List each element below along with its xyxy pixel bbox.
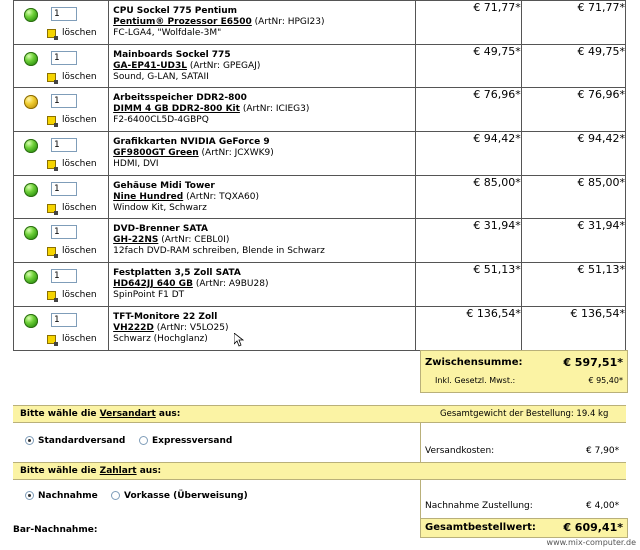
product-cell	[109, 175, 416, 219]
product-category: Grafikkarten NVIDIA GeForce 9	[113, 137, 270, 148]
standard-shipping-radio[interactable]	[25, 436, 34, 445]
quantity-input[interactable]	[51, 94, 77, 108]
product-details: 12fach DVD-RAM schreiben, Blende in Schwarz	[113, 246, 325, 257]
quantity-input[interactable]	[51, 225, 77, 239]
unit-price: € 94,42*	[415, 132, 521, 176]
delete-link[interactable]: löschen	[62, 28, 97, 38]
unit-price: € 136,54*	[415, 306, 521, 350]
product-cell	[109, 132, 416, 176]
line-total: € 49,75*	[521, 44, 625, 88]
cart-row	[14, 219, 626, 263]
delete-icon[interactable]	[47, 335, 56, 344]
cart-control-cell	[14, 219, 109, 263]
line-total: € 71,77*	[521, 1, 625, 45]
vat-value: € 95,40*	[588, 376, 623, 385]
shipping-header	[13, 405, 626, 423]
article-number: (ArtNr: HPGI23)	[254, 17, 325, 27]
product-name-link[interactable]: GH-22NS	[113, 235, 159, 246]
product-details: HDMI, DVI	[113, 159, 159, 170]
delete-icon[interactable]	[47, 247, 56, 256]
product-details: Sound, G-LAN, SATAII	[113, 71, 209, 82]
vat-label: Inkl. Gesetzl. Mwst.:	[435, 376, 516, 385]
subtotal-box	[420, 350, 628, 393]
product-name-link[interactable]: VH222D	[113, 322, 154, 333]
delete-link[interactable]: löschen	[62, 290, 97, 301]
cod-fee-value: € 4,00*	[586, 501, 620, 511]
product-category: Mainboards Sockel 775	[113, 49, 231, 60]
cart-row	[14, 175, 626, 219]
delete-icon[interactable]	[47, 116, 56, 125]
line-total: € 76,96*	[521, 88, 625, 132]
availability-icon	[24, 270, 38, 284]
availability-icon	[24, 139, 38, 153]
express-shipping-label[interactable]: Expressversand	[152, 436, 233, 446]
product-name-link[interactable]: HD642JJ 640 GB	[113, 279, 193, 290]
delete-link[interactable]: löschen	[62, 333, 97, 344]
unit-price: € 76,96*	[415, 88, 521, 132]
product-name-link[interactable]: GA-EP41-UD3L	[113, 60, 188, 71]
cart-row	[14, 88, 626, 132]
quantity-input[interactable]	[51, 269, 77, 283]
availability-icon	[24, 314, 38, 328]
quantity-input[interactable]	[51, 138, 77, 152]
shipping-header-text: Bitte wähle die Versandart aus:	[20, 409, 181, 419]
quantity-input[interactable]	[51, 7, 77, 21]
quantity-input[interactable]	[51, 51, 77, 65]
line-total: € 31,94*	[521, 219, 625, 263]
line-total: € 94,42*	[521, 132, 625, 176]
cart-row	[14, 306, 626, 350]
unit-price: € 85,00*	[415, 175, 521, 219]
product-category: Gehäuse Midi Tower	[113, 180, 215, 191]
cart-row	[14, 44, 626, 88]
cart-control-cell	[14, 88, 109, 132]
availability-icon	[24, 226, 38, 240]
article-number: (ArtNr: GPEGAJ)	[189, 60, 261, 71]
product-cell	[109, 306, 416, 350]
article-number: (ArtNr: CEBL0I)	[161, 235, 230, 246]
product-category: TFT-Monitore 22 Zoll	[113, 311, 218, 322]
cart-row	[14, 1, 626, 45]
shipping-divider	[420, 423, 421, 463]
product-cell	[109, 263, 416, 307]
shipping-cost-value: € 7,90*	[586, 446, 620, 456]
availability-icon	[24, 95, 38, 109]
unit-price: € 51,13*	[415, 263, 521, 307]
line-total: € 136,54*	[521, 306, 625, 350]
product-cell	[109, 1, 416, 45]
article-number: (ArtNr: ICIEG3)	[242, 104, 310, 115]
standard-shipping-label[interactable]: Standardversand	[38, 436, 126, 446]
delete-link[interactable]: löschen	[62, 71, 97, 82]
payment-header-text: Bitte wähle die Zahlart aus:	[20, 466, 162, 476]
subtotal-label: Zwischensumme:	[425, 357, 523, 368]
subtotal-value: € 597,51*	[563, 356, 623, 369]
product-details: SpinPoint F1 DT	[113, 290, 185, 301]
payment-divider	[420, 480, 421, 520]
product-cell	[109, 88, 416, 132]
product-name-link[interactable]: DIMM 4 GB DDR2-800 Kit	[113, 104, 240, 115]
product-name-link[interactable]: GF9800GT Green	[113, 148, 199, 159]
quantity-input[interactable]	[51, 313, 77, 327]
product-cell	[109, 219, 416, 263]
express-shipping-radio[interactable]	[139, 436, 148, 445]
delete-link[interactable]: löschen	[62, 159, 97, 170]
product-category: Festplatten 3,5 Zoll SATA	[113, 268, 241, 279]
cart-table	[13, 0, 626, 351]
mouse-cursor-icon	[234, 333, 244, 347]
availability-icon	[24, 52, 38, 66]
shipping-method-link[interactable]: Versandart	[99, 409, 156, 419]
payment-method-link[interactable]: Zahlart	[99, 466, 137, 476]
cart-control-cell	[14, 175, 109, 219]
status-bar	[0, 538, 640, 550]
product-category: DVD-Brenner SATA	[113, 224, 208, 235]
cart-control-cell	[14, 132, 109, 176]
product-cell	[109, 44, 416, 88]
product-name-link[interactable]: Pentium® Prozessor E6500	[113, 17, 252, 27]
cod-payment-label[interactable]: Nachnahme	[38, 491, 98, 501]
unit-price: € 49,75*	[415, 44, 521, 88]
cart-control-cell	[14, 306, 109, 350]
status-url: www.mix-computer.de	[546, 538, 636, 547]
article-number: (ArtNr: TQXA60)	[186, 191, 259, 202]
product-name-link[interactable]: Nine Hundred	[113, 191, 184, 202]
delete-icon[interactable]	[47, 73, 56, 82]
delete-icon[interactable]	[47, 291, 56, 300]
line-total: € 85,00*	[521, 175, 625, 219]
bar-nachnahme-label: Bar-Nachnahme:	[13, 525, 98, 535]
article-number: (ArtNr: V5LO25)	[156, 322, 229, 333]
delete-link[interactable]: löschen	[62, 202, 97, 213]
prepayment-radio[interactable]	[111, 491, 120, 500]
cart-control-cell	[14, 1, 109, 45]
line-total: € 51,13*	[521, 263, 625, 307]
shipping-cost-label: Versandkosten:	[425, 446, 495, 456]
product-category: Arbeitsspeicher DDR2-800	[113, 93, 247, 104]
product-details: F2-6400CL5D-4GBPQ	[113, 115, 209, 126]
delete-link[interactable]: löschen	[62, 115, 97, 126]
payment-header	[13, 462, 626, 480]
grand-total-box	[420, 518, 628, 538]
article-number: (ArtNr: JCXWK9)	[201, 148, 274, 159]
article-number: (ArtNr: A9BU28)	[195, 279, 269, 290]
product-details: Schwarz (Hochglanz)	[113, 333, 208, 344]
unit-price: € 71,77*	[415, 1, 521, 45]
availability-icon	[24, 183, 38, 197]
delete-link[interactable]: löschen	[62, 246, 97, 257]
unit-price: € 31,94*	[415, 219, 521, 263]
product-category: CPU Sockel 775 Pentium	[113, 6, 238, 16]
product-details: Window Kit, Schwarz	[113, 202, 207, 213]
product-details: FC-LGA4, "Wolfdale-3M"	[113, 28, 222, 38]
delete-icon[interactable]	[47, 29, 56, 38]
delete-icon[interactable]	[47, 160, 56, 169]
grand-total-value: € 609,41*	[563, 521, 623, 534]
cart-control-cell	[14, 44, 109, 88]
cod-fee-label: Nachnahme Zustellung:	[425, 501, 533, 511]
availability-icon	[24, 8, 38, 22]
cart-control-cell	[14, 263, 109, 307]
delete-icon[interactable]	[47, 204, 56, 213]
total-weight: Gesamtgewicht der Bestellung: 19.4 kg	[440, 409, 609, 419]
prepayment-label[interactable]: Vorkasse (Überweisung)	[124, 491, 248, 501]
quantity-input[interactable]	[51, 182, 77, 196]
grand-total-label: Gesamtbestellwert:	[425, 522, 536, 533]
cart-row	[14, 132, 626, 176]
cod-payment-radio[interactable]	[25, 491, 34, 500]
cart-row	[14, 263, 626, 307]
